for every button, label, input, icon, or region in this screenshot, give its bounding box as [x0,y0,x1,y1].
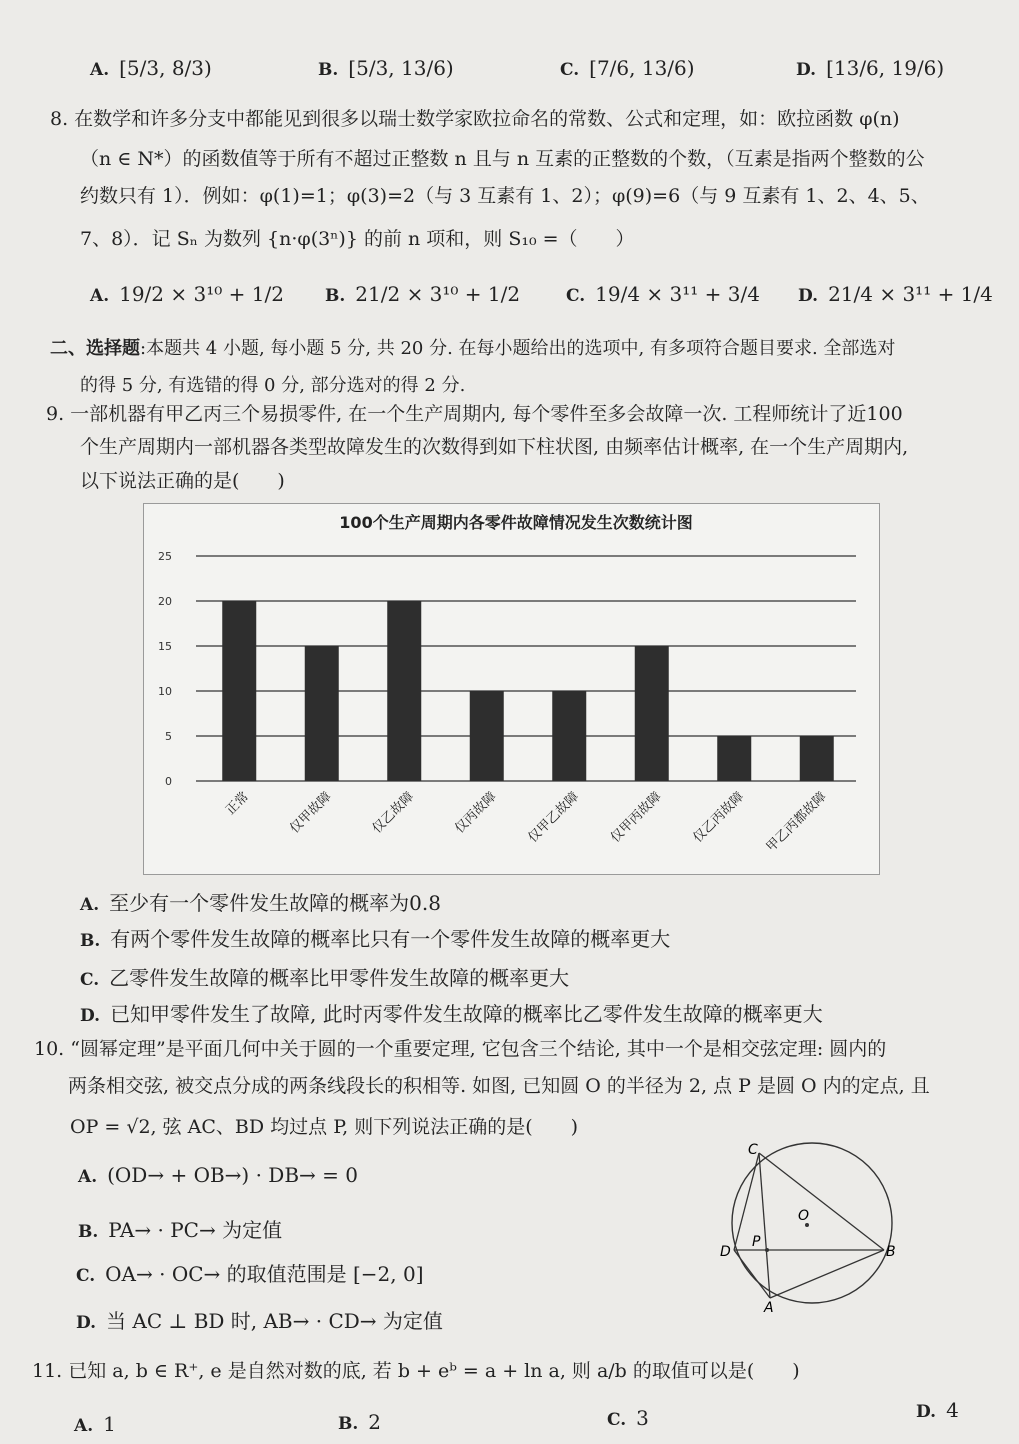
bar-1 [305,646,339,781]
y-tick-label: 25 [158,550,172,563]
x-tick-label: 仅甲故障 [287,789,335,837]
q8-line-1: 8. 在数学和许多分支中都能见到很多以瑞士数学家欧拉命名的常数、公式和定理，如：欧拉函数 φ(n) [50,108,900,130]
q9-line-1: 9. 一部机器有甲乙丙三个易损零件, 在一个生产周期内, 每个零件至多会故障一次. 工程师统计了近100 [46,403,903,425]
q11-option-d: D. 4 [916,1398,959,1422]
bar-6 [717,736,751,781]
q8-option-d: D. 21/4 × 3¹¹ + 1/4 [798,282,993,306]
x-tick-label: 仅丙故障 [452,789,500,837]
label-d: D [720,1244,731,1260]
x-tick-label: 仅甲乙故障 [525,789,583,846]
q10-option-b: B. PA→ · PC→ 为定值 [78,1218,283,1242]
q9-line-3: 以下说法正确的是( ) [80,470,285,492]
segment-ab [770,1250,884,1298]
segment-da [734,1250,770,1298]
q8-line-2: （n ∈ N*）的函数值等于所有不超过正整数 n 且与 n 互素的正整数的个数，（互素是指两个整数的公 [80,148,925,170]
label-p: P [752,1234,761,1250]
q9-option-c: C. 乙零件发生故障的概率比甲零件发生故障的概率更大 [80,966,570,990]
x-tick-label: 甲乙丙都故障 [763,789,830,855]
section-2-header: 二、选择题:本题共 4 小题, 每小题 5 分, 共 20 分. 在每小题给出的选项中, 有多项符合题目要求. 全部选对 [50,338,896,359]
q10-line-2: 两条相交弦, 被交点分成的两条线段长的积相等. 如图, 已知圆 O 的半径为 2, 点 P 是圆 O 内的定点, 且 [68,1075,930,1097]
x-tick-label: 正常 [223,789,253,819]
bar-chart [144,504,879,874]
q8-option-c: C. 19/4 × 3¹¹ + 3/4 [566,282,760,306]
bar-2 [387,601,421,781]
bar-4 [552,691,586,781]
chord-ac [759,1153,770,1298]
bar-chart-frame [143,503,880,875]
q9-option-b: B. 有两个零件发生故障的概率比只有一个零件发生故障的概率更大 [80,927,671,951]
bar-3 [470,691,504,781]
chart-title: 100个生产周期内各零件故障情况发生次数统计图 [339,513,693,532]
point-p [765,1248,769,1252]
y-tick-label: 10 [158,685,172,698]
y-tick-label: 0 [165,775,172,788]
x-tick-label: 仅乙故障 [369,789,418,837]
q8-option-b: B. 21/2 × 3¹⁰ + 1/2 [325,282,521,306]
bar-7 [800,736,834,781]
q10-line-3: OP = √2, 弦 AC、BD 均过点 P, 则下列说法正确的是( ) [70,1116,579,1138]
q7-option-a: A. [5/3, 8/3) [90,56,212,80]
y-tick-label: 15 [158,640,172,653]
q7-option-b: B. [5/3, 13/6) [318,56,454,80]
label-b: B [886,1244,896,1260]
q8-option-a: A. 19/2 × 3¹⁰ + 1/2 [90,282,284,306]
x-tick-label: 仅乙丙故障 [690,789,748,846]
q10-option-a: A. (OD→ + OB→) · DB→ = 0 [78,1163,358,1187]
section-2-line-2: 的得 5 分, 有选错的得 0 分, 部分选对的得 2 分. [80,375,466,396]
label-o: O [798,1208,810,1224]
q7-option-c: C. [7/6, 13/6) [560,56,695,80]
q10-option-c: C. OA→ · OC→ 的取值范围是 [−2, 0] [76,1262,424,1286]
label-c: C [748,1142,758,1158]
label-a: A [764,1300,774,1315]
segment-cb [759,1153,884,1250]
q11-line-1: 11. 已知 a, b ∈ R⁺, e 是自然对数的底, 若 b + eᵇ = a + ln a, 则 a/b 的取值可以是( ) [32,1360,800,1382]
q9-line-2: 个生产周期内一部机器各类型故障发生的次数得到如下柱状图, 由频率估计概率, 在一个生产周期内, [80,436,909,458]
section-2-title: 二、选择题 [50,338,140,359]
q9-option-d: D. 已知甲零件发生了故障, 此时丙零件发生故障的概率比乙零件发生故障的概率更大 [80,1002,823,1026]
bar-5 [635,646,669,781]
x-tick-label: 仅甲丙故障 [607,789,665,846]
q7-option-d: D. [13/6, 19/6) [796,56,945,80]
q10-option-d: D. 当 AC ⊥ BD 时, AB→ · CD→ 为定值 [76,1309,443,1333]
q10-line-1: 10. “圆幂定理”是平面几何中关于圆的一个重要定理, 它包含三个结论, 其中一个是相交弦定理: 圆内的 [34,1038,887,1060]
q11-option-b: B. 2 [338,1410,382,1434]
q8-line-4: 7、8）．记 Sₙ 为数列 {n·φ(3ⁿ)} 的前 n 项和，则 S₁₀ =（ ） [80,228,635,250]
q11-option-a: A. 1 [74,1412,116,1436]
y-tick-label: 20 [158,595,172,608]
bar-0 [222,601,256,781]
q11-option-c: C. 3 [607,1406,649,1430]
circle-figure [712,1140,912,1315]
q9-option-a: A. 至少有一个零件发生故障的概率为0.8 [80,891,441,915]
y-tick-label: 5 [165,730,172,743]
q8-line-3: 约数只有 1）．例如：φ(1)=1；φ(3)=2（与 3 互素有 1、2）；φ(9)=6（与 9 互素有 1、2、4、5、 [80,185,930,207]
